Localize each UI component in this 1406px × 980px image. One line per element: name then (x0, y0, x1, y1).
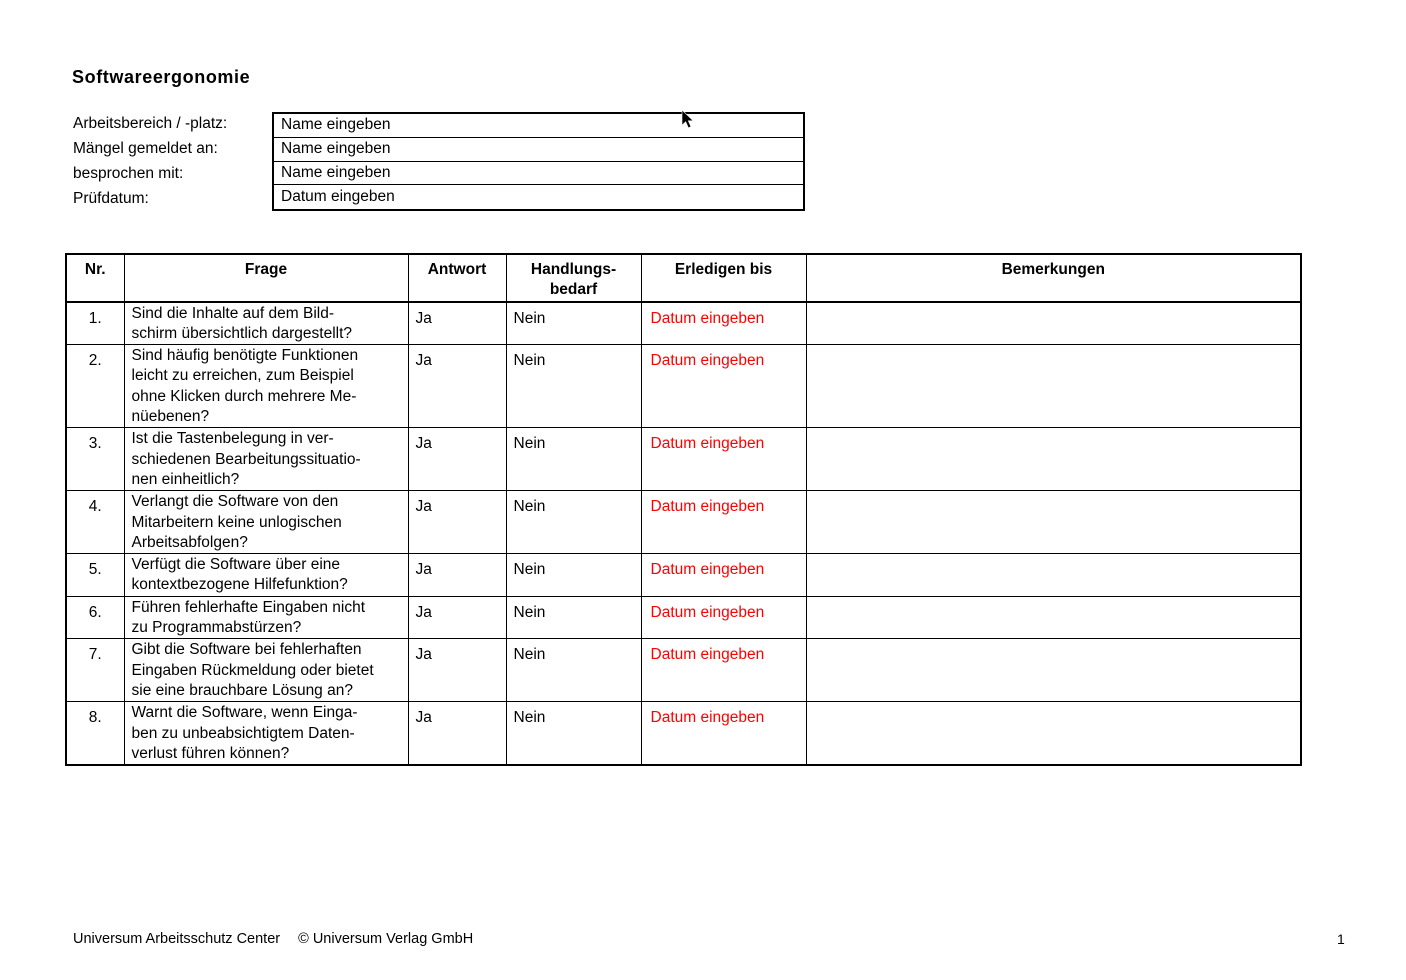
table-row (66, 554, 1301, 597)
row-number: 5. (66, 554, 124, 597)
footer-copyright: © Universum Verlag GmbH (298, 931, 474, 947)
page-title: Softwareergonomie (72, 67, 251, 87)
header-handlungsbedarf: Handlungs- bedarf (506, 254, 641, 302)
pruefdatum-field[interactable]: Datum eingeben (281, 188, 395, 206)
erledigen-bis-field[interactable]: Datum eingeben (641, 491, 806, 554)
handlungsbedarf-field[interactable]: Nein (506, 639, 641, 702)
header-bemerkungen: Bemerkungen (806, 254, 1301, 302)
label-pruefdatum: Prüfdatum: (73, 189, 149, 207)
bemerkungen-field[interactable] (806, 596, 1301, 639)
question-cell: Sind häufig benötigte Funktionen leicht zu erreichen, zum Beispiel ohne Klicken durch mehrere Me- nüebenen? (124, 345, 408, 428)
question-cell: Verlangt die Software von den Mitarbeitern keine unlogischen Arbeitsabfolgen? (124, 491, 408, 554)
question-cell: Sind die Inhalte auf dem Bild- schirm übersichtlich dargestellt? (124, 302, 408, 345)
table-row (66, 302, 1301, 345)
table-row (66, 491, 1301, 554)
handlungsbedarf-field[interactable]: Nein (506, 554, 641, 597)
bemerkungen-field[interactable] (806, 302, 1301, 345)
footer-publisher: Universum Arbeitsschutz Center (73, 931, 281, 947)
table-row (66, 639, 1301, 702)
question-cell: Verfügt die Software über eine kontextbezogene Hilfefunktion? (124, 554, 408, 597)
row-number: 7. (66, 639, 124, 702)
bemerkungen-field[interactable] (806, 345, 1301, 428)
erledigen-bis-field[interactable]: Datum eingeben (641, 639, 806, 702)
row-number: 8. (66, 702, 124, 765)
row-number: 2. (66, 345, 124, 428)
handlungsbedarf-field[interactable]: Nein (506, 491, 641, 554)
row-number: 1. (66, 302, 124, 345)
answer-field[interactable]: Ja (408, 639, 506, 702)
handlungsbedarf-field[interactable]: Nein (506, 428, 641, 491)
table-row (66, 596, 1301, 639)
row-number: 6. (66, 596, 124, 639)
label-besprochen-mit: besprochen mit: (73, 164, 184, 182)
header-nr: Nr. (66, 254, 124, 302)
answer-field[interactable]: Ja (408, 596, 506, 639)
table-row (66, 428, 1301, 491)
erledigen-bis-field[interactable]: Datum eingeben (641, 702, 806, 765)
table-row (66, 702, 1301, 765)
form-label-column (73, 112, 271, 211)
erledigen-bis-field[interactable]: Datum eingeben (641, 302, 806, 345)
answer-field[interactable]: Ja (408, 302, 506, 345)
row-number: 3. (66, 428, 124, 491)
label-arbeitsbereich: Arbeitsbereich / -platz: (73, 115, 228, 133)
bemerkungen-field[interactable] (806, 554, 1301, 597)
answer-field[interactable]: Ja (408, 554, 506, 597)
bemerkungen-field[interactable] (806, 428, 1301, 491)
table-row (66, 345, 1301, 428)
erledigen-bis-field[interactable]: Datum eingeben (641, 554, 806, 597)
besprochen-mit-field[interactable]: Name eingeben (274, 162, 803, 186)
question-cell: Warnt die Software, wenn Einga- ben zu unbeabsichtigtem Daten- verlust führen können? (124, 702, 408, 765)
answer-field[interactable]: Ja (408, 491, 506, 554)
header-erledigen-bis: Erledigen bis (641, 254, 806, 302)
form-value-box (272, 112, 805, 211)
header-frage: Frage (124, 254, 408, 302)
question-cell: Führen fehlerhafte Eingaben nicht zu Programmabstürzen? (124, 596, 408, 639)
page-number: 1 (1337, 931, 1345, 947)
question-cell: Gibt die Software bei fehlerhaften Eingaben Rückmeldung oder bietet sie eine brauchbare Lösung an? (124, 639, 408, 702)
bemerkungen-field[interactable] (806, 702, 1301, 765)
handlungsbedarf-field[interactable]: Nein (506, 302, 641, 345)
bemerkungen-field[interactable] (806, 491, 1301, 554)
handlungsbedarf-field[interactable]: Nein (506, 596, 641, 639)
erledigen-bis-field[interactable]: Datum eingeben (641, 596, 806, 639)
handlungsbedarf-field[interactable]: Nein (506, 702, 641, 765)
footer (73, 931, 473, 947)
handlungsbedarf-field[interactable]: Nein (506, 345, 641, 428)
table-header-row (66, 254, 1301, 302)
checklist-table (65, 253, 1302, 766)
answer-field[interactable]: Ja (408, 428, 506, 491)
question-cell: Ist die Tastenbelegung in ver- schiedenen Bearbeitungssituatio- nen einheitlich? (124, 428, 408, 491)
answer-field[interactable]: Ja (408, 345, 506, 428)
header-antwort: Antwort (408, 254, 506, 302)
label-maengel-gemeldet-an: Mängel gemeldet an: (73, 140, 218, 158)
answer-field[interactable]: Ja (408, 702, 506, 765)
erledigen-bis-field[interactable]: Datum eingeben (641, 428, 806, 491)
maengel-gemeldet-an-field[interactable]: Name eingeben (274, 138, 803, 162)
bemerkungen-field[interactable] (806, 639, 1301, 702)
row-number: 4. (66, 491, 124, 554)
arbeitsbereich-field[interactable]: Name eingeben (274, 114, 803, 138)
footer-spacer (280, 931, 298, 947)
erledigen-bis-field[interactable]: Datum eingeben (641, 345, 806, 428)
